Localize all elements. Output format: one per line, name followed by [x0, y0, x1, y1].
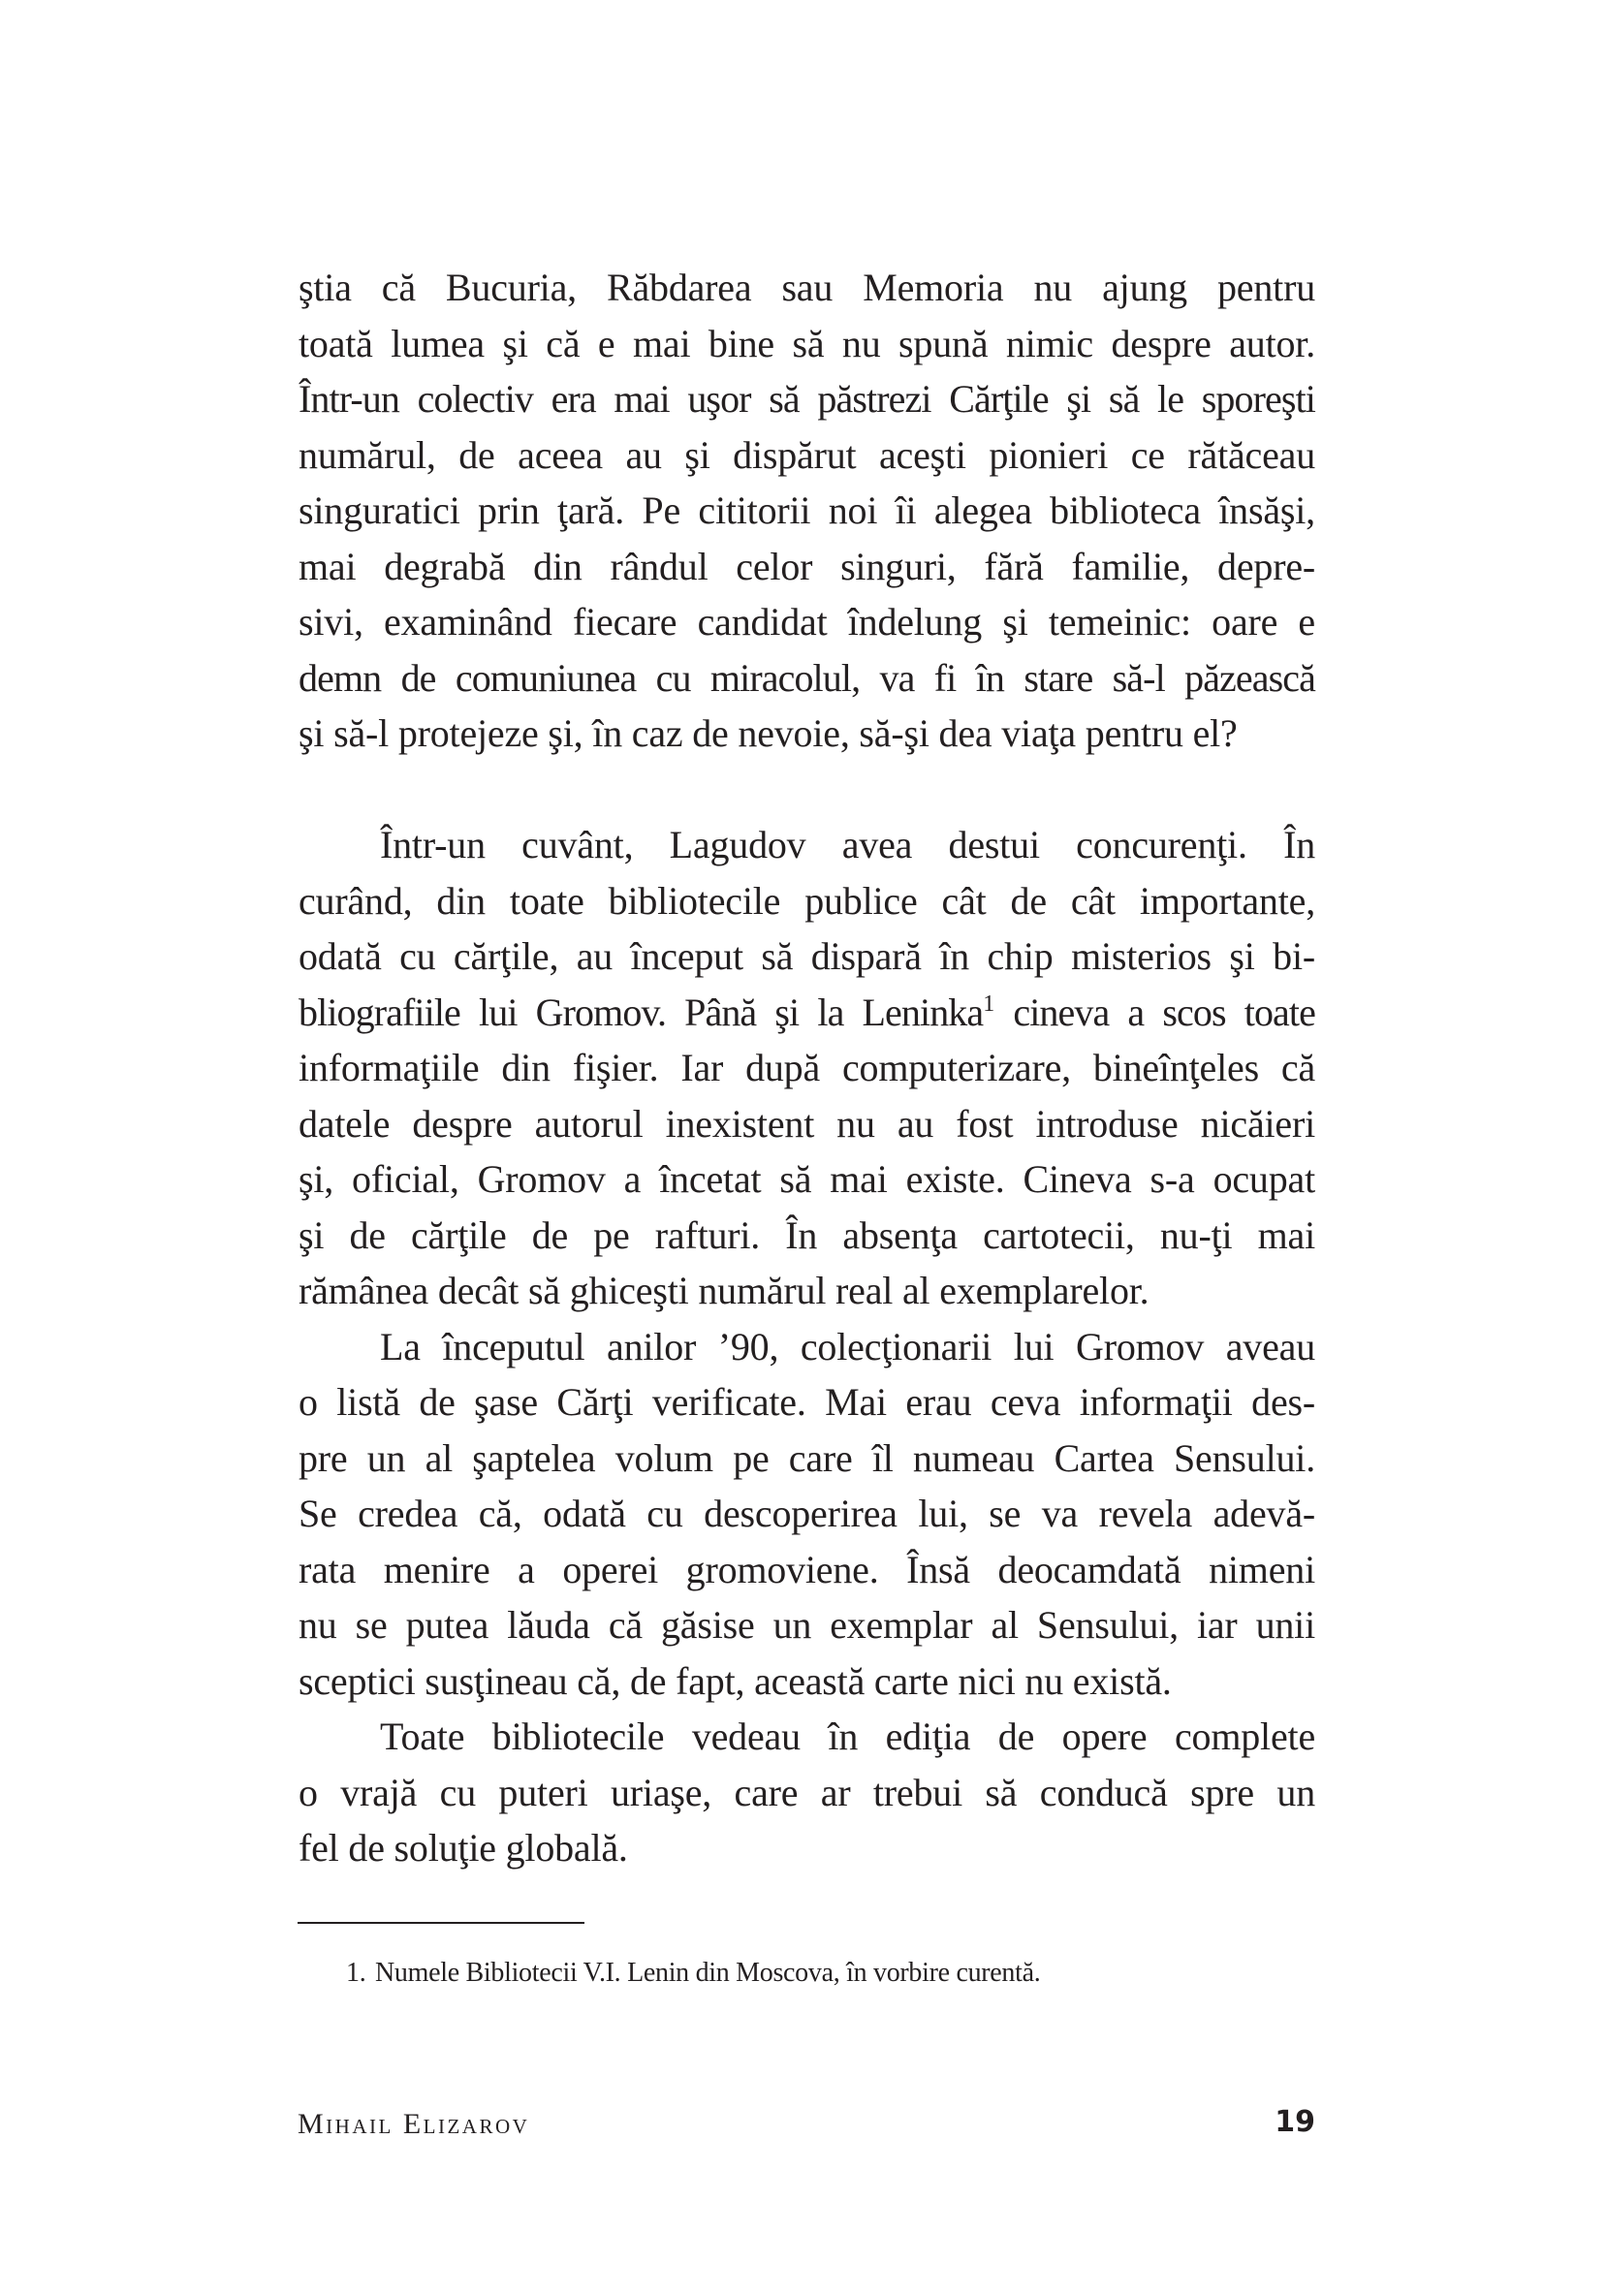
footnote-number: 1.: [346, 1958, 366, 1988]
text-line: pre un al şaptelea volum pe care îl numeau Cartea Sensului.: [299, 1435, 1315, 1480]
text-segment: bliografiile lui Gromov. Până şi la Leninka: [299, 990, 984, 1034]
text-line: datele despre autorul inexistent nu au fost introduse nicăieri: [299, 1101, 1315, 1146]
text-line: La începutul anilor ’90, colecţionarii lui Gromov aveau: [380, 1324, 1315, 1368]
paragraph-1: [299, 260, 1315, 762]
footnote-separator-rule: [298, 1922, 584, 1924]
text-line: nu se putea lăuda că găsise un exemplar al Sensului, iar unii: [299, 1603, 1315, 1647]
text-line: rămânea decât să ghiceşti numărul real al exemplarelor.: [299, 1269, 1149, 1312]
text-segment: cineva a scos toate: [994, 990, 1315, 1034]
text-line: Într-un cuvânt, Lagudov avea destui concurenţi. În: [380, 823, 1315, 866]
text-line: numărul, de aceea au şi dispărut aceşti pionieri ce rătăceau: [299, 432, 1315, 477]
text-line: Se credea că, odată cu descoperirea lui, se va revela adevă-: [299, 1492, 1315, 1535]
paragraph-4: [299, 1709, 1315, 1876]
text-line: mai degrabă din rândul celor singuri, fără familie, depre-: [299, 544, 1315, 588]
text-line: o vrajă cu puteri uriaşe, care ar trebui să conducă spre un: [299, 1770, 1315, 1814]
text-line: fel de soluţie globală.: [299, 1826, 628, 1870]
text-line: şi de cărţile de pe rafturi. În absenţa cartotecii, nu-ţi mai: [299, 1212, 1315, 1257]
text-line: odată cu cărţile, au început să dispară în chip misterios şi bi-: [299, 934, 1315, 978]
body-text: [299, 260, 1315, 1876]
text-line: informaţiile din fişier. Iar după computerizare, bineînţeles că: [299, 1046, 1315, 1089]
text-line: rata menire a operei gromoviene. Însă deocamdată nimeni: [299, 1547, 1315, 1591]
text-line: curând, din toate bibliotecile publice cât de cât importante,: [299, 878, 1315, 923]
text-line: singuratici prin ţară. Pe cititorii noi îi alegea biblioteca însăşi,: [299, 488, 1315, 532]
footnote: [346, 1956, 1040, 1991]
footnote-text: Numele Bibliotecii V.I. Lenin din Moscova, în vorbire curentă.: [375, 1958, 1041, 1988]
footnote-reference[interactable]: 1: [983, 991, 995, 1017]
paragraph-3: [299, 1319, 1315, 1710]
text-line: demn de comuniunea cu miracolul, va fi în stare să-l păzească: [299, 655, 1315, 700]
text-line: Toate bibliotecile vedeau în ediţia de opere complete: [380, 1714, 1315, 1758]
text-line: o listă de şase Cărţi verificate. Mai erau ceva informaţii des-: [299, 1380, 1315, 1424]
text-line: ştia că Bucuria, Răbdarea sau Memoria nu ajung pentru: [299, 266, 1315, 309]
text-line: sceptici susţineau că, de fapt, această carte nici nu există.: [299, 1658, 1172, 1703]
text-line: şi, oficial, Gromov a încetat să mai existe. Cineva s-a ocupat: [299, 1157, 1315, 1201]
page-number: 19: [1275, 2105, 1315, 2139]
running-footer-author: Mihail Elizarov: [298, 2108, 530, 2140]
text-line: Într-un colectiv era mai uşor să păstrezi Cărţile şi să le sporeşti: [299, 377, 1315, 421]
text-line: toată lumea şi că e mai bine să nu spună nimic despre autor.: [299, 321, 1315, 365]
text-line: şi să-l protejeze şi, în caz de nevoie, să-şi dea viaţa pentru el?: [299, 711, 1238, 755]
text-line-with-footnote-ref: [299, 985, 1315, 1041]
paragraph-2: [299, 817, 1315, 1319]
text-line: sivi, examinând fiecare candidat îndelung şi temeinic: oare e: [299, 600, 1315, 644]
